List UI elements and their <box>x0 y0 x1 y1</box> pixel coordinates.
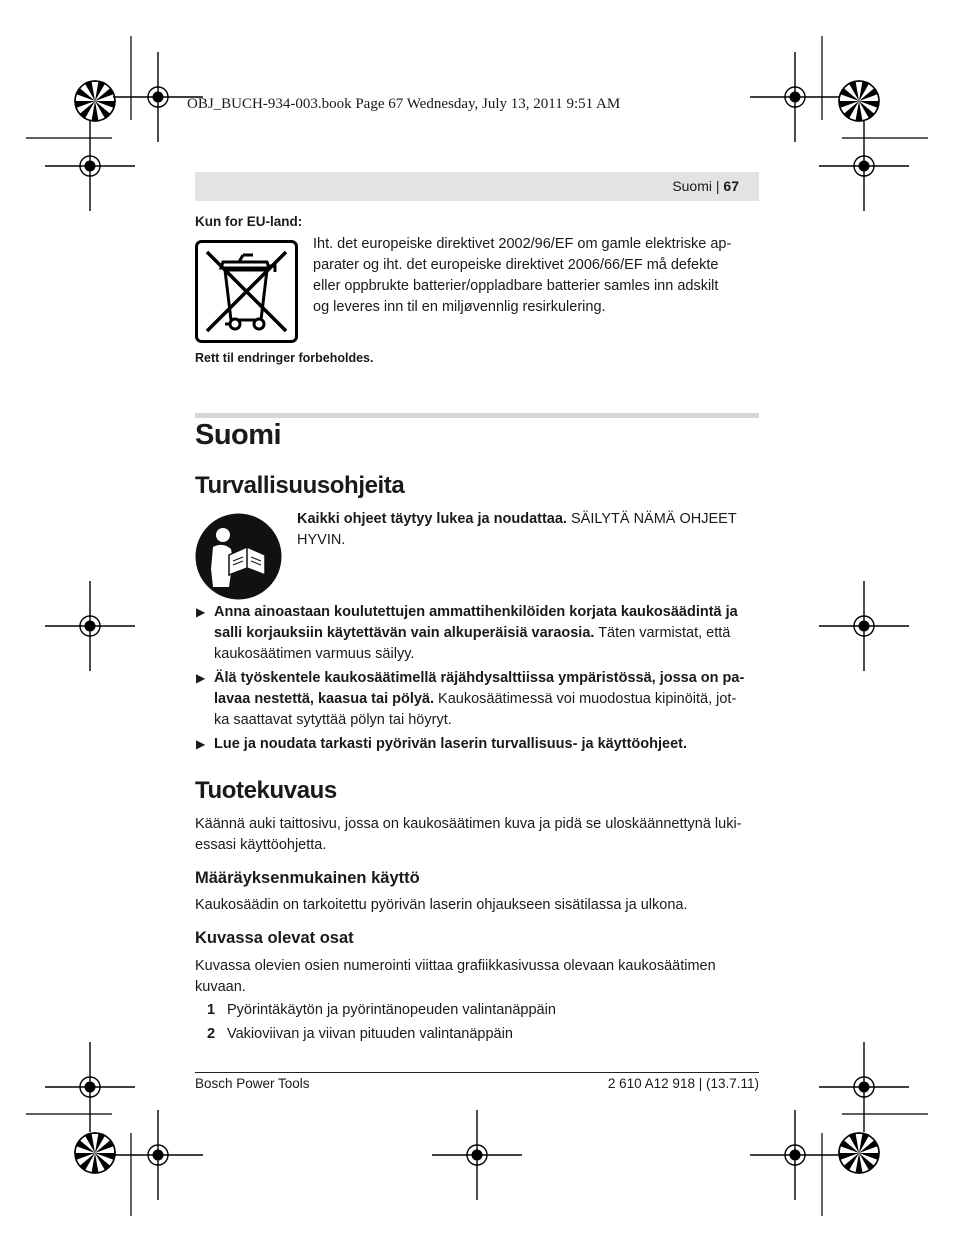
header-section: Suomi <box>672 178 712 194</box>
safety-bullet <box>196 734 759 755</box>
safety-bullet <box>196 602 759 665</box>
bullet-text: Täten varmistat, että <box>594 625 731 641</box>
read-manual-icon <box>195 513 282 600</box>
safety-intro <box>297 509 759 551</box>
bullet-bold: Anna ainoastaan koulutettujen ammattihenkilöiden korjata kaukosäädintä ja <box>214 604 738 620</box>
bullet-arrow-icon: ▶ <box>196 671 206 685</box>
bullet-bold: Älä työskentele kaukosäätimellä räjähdysalttiissa ympäristössä, jossa on pa- <box>214 670 745 686</box>
component-item <box>207 1026 513 1042</box>
component-number: 2 <box>207 1026 216 1042</box>
section-rule <box>195 413 759 418</box>
safety-intro-line2: HYVIN. <box>297 532 346 548</box>
product-intro-line: essasi käyttöohjetta. <box>195 837 327 853</box>
running-header <box>195 172 759 201</box>
bullet-bold: Lue ja noudata tarkasti pyörivän laserin turvallisuus- ja käyttöohjeet. <box>214 736 687 752</box>
page-label <box>672 178 739 194</box>
eu-line: parater og iht. det europeiske direktivet 2006/66/EF må defekte <box>313 257 719 273</box>
safety-title: Turvallisuusohjeita <box>195 472 405 499</box>
safety-intro-rest: SÄILYTÄ NÄMÄ OHJEET <box>566 511 737 527</box>
intended-use-title: Määräyksenmukainen käyttö <box>195 869 420 887</box>
product-title: Tuotekuvaus <box>195 777 337 804</box>
footer-doc-number: 2 610 A12 918 | (13.7.11) <box>607 1076 759 1091</box>
component-number: 1 <box>207 1002 216 1018</box>
component-text: Vakioviivan ja viivan pituuden valintanäppäin <box>227 1026 513 1042</box>
component-item <box>207 1002 556 1018</box>
components-title: Kuvassa olevat osat <box>195 929 354 947</box>
eu-text <box>313 234 761 318</box>
bullet-text: kaukosäätimen varmuus säilyy. <box>214 646 415 662</box>
language-title: Suomi <box>195 419 282 451</box>
bullet-text: ka saattavat sytyttää pölyn tai höyryt. <box>214 712 452 728</box>
eu-line: og leveres inn til en miljøvennlig resirkulering. <box>313 299 606 315</box>
bullet-bold: lavaa nestettä, kaasua tai pölyä. <box>214 691 435 707</box>
eu-line: Iht. det europeiske direktivet 2002/96/EF om gamle elektriske ap- <box>313 236 732 252</box>
intended-use-text: Kaukosäädin on tarkoitettu pyörivän laserin ohjaukseen sisätilassa ja ulkona. <box>195 897 688 913</box>
footer-rule <box>195 1072 759 1073</box>
components-intro-line: Kuvassa olevien osien numerointi viittaa grafiikkasivussa olevaan kaukosäätimen <box>195 958 716 974</box>
eu-line: eller oppbrukte batterier/oppladbare batterier samles inn adskilt <box>313 278 719 294</box>
product-intro <box>195 814 761 856</box>
bullet-bold: salli korjauksiin käytettävän vain alkuperäisiä varaosia. <box>214 625 595 641</box>
components-intro-line: kuvaan. <box>195 979 246 995</box>
print-meta: OBJ_BUCH-934-003.book Page 67 Wednesday, July 13, 2011 9:51 AM <box>187 96 621 112</box>
safety-intro-bold: Kaikki ohjeet täytyy lukea ja noudattaa. <box>297 511 567 527</box>
product-intro-line: Käännä auki taittosivu, jossa on kaukosäätimen kuva ja pidä se uloskäännettynä luki- <box>195 816 742 832</box>
safety-intro-line <box>297 509 759 530</box>
safety-bullet <box>196 668 759 731</box>
page-number: 67 <box>723 178 739 194</box>
crossed-out-wheelie-bin-icon <box>195 240 298 343</box>
header-separator: | <box>715 178 720 194</box>
component-text: Pyörintäkäytön ja pyörintänopeuden valintanäppäin <box>227 1002 556 1018</box>
bullet-arrow-icon: ▶ <box>196 737 206 751</box>
rights-notice: Rett til endringer forbeholdes. <box>195 351 374 365</box>
bullet-text: Kaukosäätimessä voi muodostua kipinöitä, jot- <box>434 691 737 707</box>
components-intro <box>195 956 761 998</box>
footer-brand: Bosch Power Tools <box>195 1076 310 1091</box>
eu-heading: Kun for EU-land: <box>195 214 303 229</box>
bullet-arrow-icon: ▶ <box>196 605 206 619</box>
